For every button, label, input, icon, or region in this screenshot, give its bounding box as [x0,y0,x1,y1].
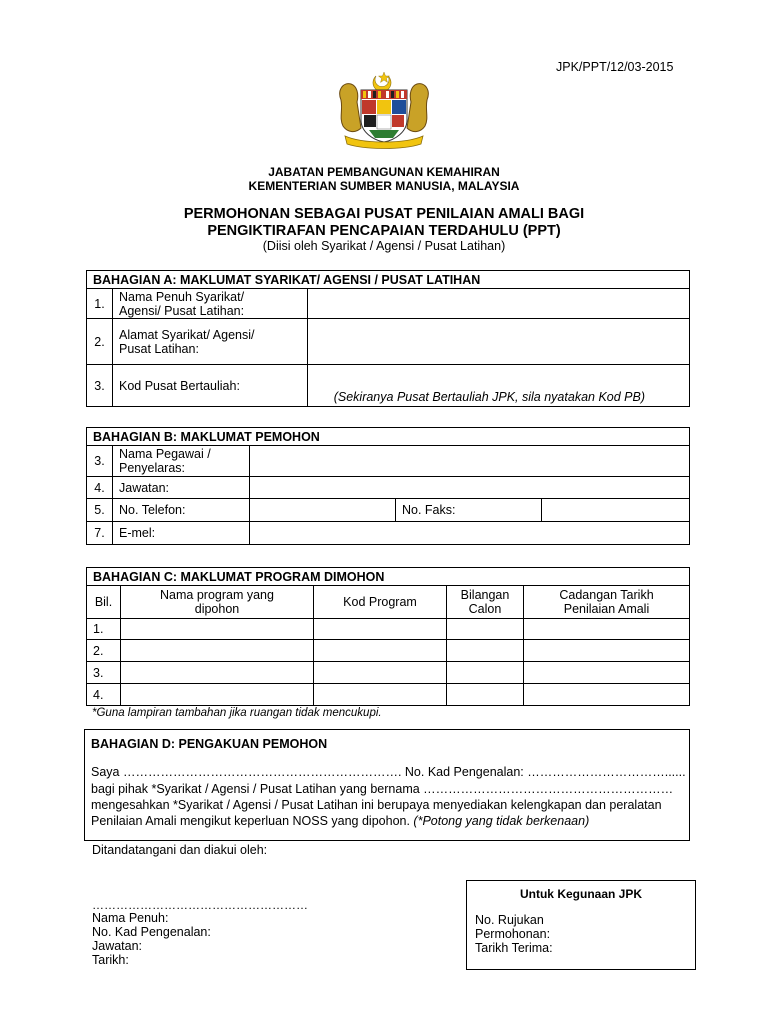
section-a-table [86,270,690,407]
program-code-cell[interactable] [314,684,447,706]
table-row-number: 1. [87,619,121,640]
row-number: 1. [87,289,113,319]
malaysia-coat-of-arms-logo [333,70,435,152]
strike-instruction: (*Potong yang tidak berkenaan) [413,814,590,828]
date-received-label: Tarikh Terima: [475,941,553,955]
program-code-cell[interactable] [314,640,447,662]
section-a-title: BAHAGIAN A: MAKLUMAT SYARIKAT/ AGENSI / PUSAT LATIHAN [87,271,690,289]
form-subtitle: (Diisi oleh Syarikat / Agensi / Pusat Latihan) [262,239,506,253]
section-c-note: *Guna lampiran tambahan jika ruangan tidak mencukupi. [92,707,382,719]
proposed-date-cell[interactable] [524,619,690,640]
program-name-cell[interactable] [121,662,314,684]
row-number: 5. [87,499,113,522]
signature-line[interactable]: ……………………………………………… [92,898,308,912]
department-name: JABATAN PEMBANGUNAN KEMAHIRAN [268,165,500,179]
program-code-cell[interactable] [314,662,447,684]
program-name-cell[interactable] [121,619,314,640]
phone-field[interactable] [250,499,396,522]
declaration-line-4: Penilaian Amali mengikut keperluan NOSS yang dipohon. (*Potong yang tidak berkenaan) [91,814,590,828]
candidates-cell[interactable] [447,640,524,662]
signer-full-name-label: Nama Penuh: [92,911,169,925]
officer-name-label: Nama Pegawai / Penyelaras: [113,446,250,477]
accredited-centre-code-field[interactable] [308,365,690,407]
program-name-cell[interactable] [121,640,314,662]
section-d-title: BAHAGIAN D: PENGAKUAN PEMOHON [91,737,328,751]
form-title-line1: PERMOHONAN SEBAGAI PUSAT PENILAIAN AMALI BAGI [183,206,585,222]
section-b-title: BAHAGIAN B: MAKLUMAT PEMOHON [87,428,690,446]
application-label: Permohonan: [475,927,551,941]
email-field[interactable] [250,522,690,545]
ministry-name: KEMENTERIAN SUMBER MANUSIA, MALAYSIA [248,179,520,193]
company-address-label: Alamat Syarikat/ Agensi/ Pusat Latihan: [113,319,308,365]
position-field[interactable] [250,477,690,499]
signer-ic-number-label: No. Kad Pengenalan: [92,925,211,939]
position-label: Jawatan: [113,477,250,499]
col-header-program-name: Nama program yang dipohon [121,586,314,619]
signer-position-label: Jawatan: [92,939,143,953]
row-number: 3. [87,446,113,477]
col-header-bil: Bil. [87,586,121,619]
accredited-code-note: (Sekiranya Pusat Bertauliah JPK, sila nyatakan Kod PB) [333,390,645,404]
reference-number-label: No. Rujukan [475,913,544,927]
company-name-label: Nama Penuh Syarikat/ Agensi/ Pusat Latihan: [113,289,308,319]
form-title-line2: PENGIKTIRAFAN PENCAPAIAN TERDAHULU (PPT) [207,223,561,239]
signer-date-label: Tarikh: [92,953,129,967]
table-row-number: 2. [87,640,121,662]
declaration-line-2: bagi pihak *Syarikat / Agensi / Pusat Latihan yang bernama …………………………………………………… [91,782,674,796]
proposed-date-cell[interactable] [524,662,690,684]
accredited-centre-code-label: Kod Pusat Bertauliah: [113,365,308,407]
row-number: 7. [87,522,113,545]
candidates-cell[interactable] [447,662,524,684]
section-c-title: BAHAGIAN C: MAKLUMAT PROGRAM DIMOHON [87,568,690,586]
section-d-box [84,729,690,841]
table-row-number: 4. [87,684,121,706]
fax-field[interactable] [542,499,690,522]
company-address-field[interactable] [308,319,690,365]
officer-name-field[interactable] [250,446,690,477]
row-number: 3. [87,365,113,407]
col-header-proposed-date: Cadangan Tarikh Penilaian Amali [524,586,690,619]
row-number: 4. [87,477,113,499]
signature-intro: Ditandatangani dan diakui oleh: [92,843,268,857]
program-code-cell[interactable] [314,619,447,640]
company-name-field[interactable] [308,289,690,319]
col-header-program-code: Kod Program [314,586,447,619]
jpk-office-use-box [466,880,696,970]
jpk-box-title: Untuk Kegunaan JPK [519,887,642,901]
section-c-table [86,567,690,706]
table-row-number: 3. [87,662,121,684]
proposed-date-cell[interactable] [524,640,690,662]
section-b-table [86,427,690,545]
candidates-cell[interactable] [447,684,524,706]
email-label: E-mel: [113,522,250,545]
declaration-line-1: Saya …………………………………………………………. No. Kad Pengenalan: ……………………………...... [91,765,686,779]
proposed-date-cell[interactable] [524,684,690,706]
declaration-line-3: mengesahkan *Syarikat / Agensi / Pusat Latihan ini berupaya menyediakan kelengkapan dan peralatan [91,798,662,812]
document-reference: JPK/PPT/12/03-2015 [556,60,674,74]
program-name-cell[interactable] [121,684,314,706]
col-header-candidates: Bilangan Calon [447,586,524,619]
fax-label: No. Faks: [396,499,542,522]
row-number: 2. [87,319,113,365]
phone-label: No. Telefon: [113,499,250,522]
candidates-cell[interactable] [447,619,524,640]
